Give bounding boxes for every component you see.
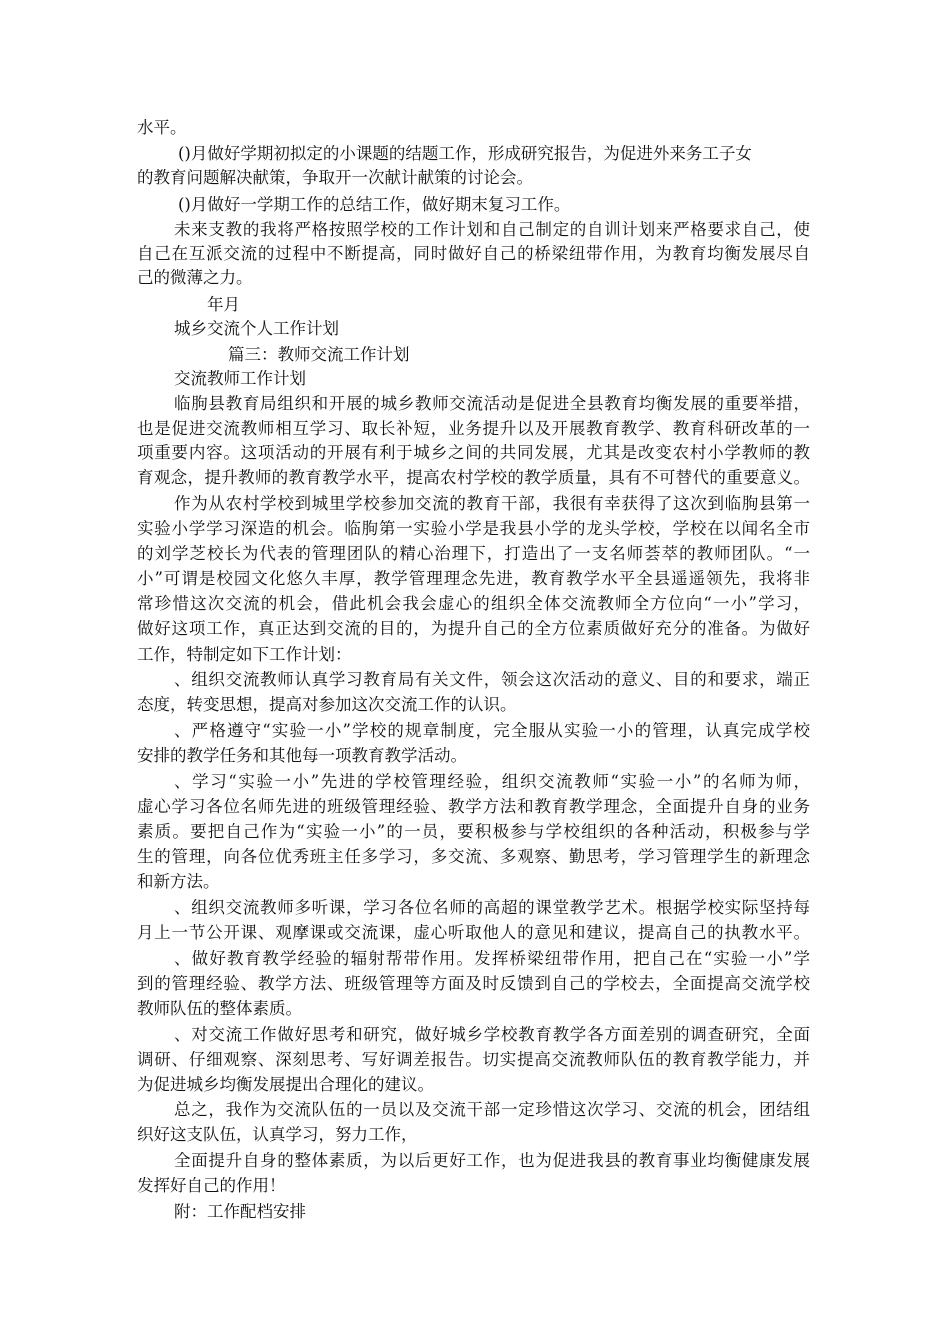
text-line: 到的管理经验、教学方法、班级管理等方面及时反馈到自己的学校去，全面提高交流学校 <box>137 974 810 993</box>
text-line: ()月做好学期初拟定的小课题的结题工作，形成研究报告，为促进外来务工子女 <box>178 144 752 163</box>
text-line: 、组织交流教师多听课，学习各位名师的高超的课堂教学艺术。根据学校实际坚持每 <box>174 898 810 917</box>
text-line: 做好这项工作，真正达到交流的目的，为提升自己的全方位素质做好充分的准备。为做好 <box>137 619 810 638</box>
text-line: 年月 <box>207 295 240 314</box>
text-line: 水平。 <box>137 118 187 137</box>
text-line: 自己在互派交流的过程中不断提高，同时做好自己的桥梁纽带作用，为教育均衡发展尽自 <box>137 244 810 263</box>
text-line: 临朐县教育局组织和开展的城乡教师交流活动是促进全县教育均衡发展的重要举措， <box>174 394 810 413</box>
text-line: 育观念，提升教师的教育教学水平，提高农村学校的教学质量，具有不可替代的重要意义。 <box>137 468 810 487</box>
text-line: 织好这支队伍，认真学习，努力工作， <box>137 1125 418 1144</box>
text-line: 、对交流工作做好思考和研究，做好城乡学校教育教学各方面差别的调查研究，全面 <box>174 1025 810 1044</box>
text-line: 月上一节公开课、观摩课或交流课，虚心听取他人的意见和建议，提高自己的执教水平。 <box>137 923 810 942</box>
text-line: 交流教师工作计划 <box>174 369 306 388</box>
text-line: ()月做好一学期工作的总结工作，做好期末复习工作。 <box>178 195 571 214</box>
text-line: 篇三：教师交流工作计划 <box>228 345 410 364</box>
text-line: 和新方法。 <box>137 872 220 891</box>
text-line: 未来支教的我将严格按照学校的工作计划和自己制定的自训计划来严格要求自己，使 <box>174 220 810 239</box>
text-line: 素质。要把自己作为“实验一小”的一员，要积极参与学校组织的各种活动，积极参与学 <box>137 822 810 841</box>
text-line: 教师队伍的整体素质。 <box>137 999 302 1018</box>
text-line: 调研、仔细观察、深刻思考、写好调差报告。切实提高交流教师队伍的教育教学能力，并 <box>137 1050 810 1069</box>
text-line: 全面提升自身的整体素质，为以后更好工作，也为促进我县的教育事业均衡健康发展 <box>174 1151 810 1170</box>
text-line: 作为从农村学校到城里学校参加交流的教育干部，我很有幸获得了这次到临朐县第一 <box>174 494 810 513</box>
text-line: 常珍惜这次交流的机会，借此机会我会虚心的组织全体交流教师全方位向“一小”学习， <box>137 594 810 613</box>
text-line: 城乡交流个人工作计划 <box>174 319 339 338</box>
text-line: 为促进城乡均衡发展提出合理化的建议。 <box>137 1075 434 1094</box>
text-line: 、严格遵守“实验一小”学校的规章制度，完全服从实验一小的管理，认真完成学校 <box>174 721 810 740</box>
text-line: 、做好教育教学经验的辐射帮带作用。发挥桥梁纽带作用，把自己在“实验一小”学 <box>174 949 810 968</box>
text-line: 也是促进交流教师相互学习、取长补短，业务提升以及开展教育教学、教育科研改革的一 <box>137 419 810 438</box>
text-line: 虚心学习各位名师先进的班级管理经验、教学方法和教育教学理念，全面提升自身的业务 <box>137 797 810 816</box>
text-line: 项重要内容。这项活动的开展有利于城乡之间的共同发展，尤其是改变农村小学教师的教 <box>137 443 810 462</box>
text-line: 总之，我作为交流队伍的一员以及交流干部一定珍惜这次学习、交流的机会，团结组 <box>174 1100 810 1119</box>
text-line: 发挥好自己的作用！ <box>137 1176 286 1195</box>
text-line: 的刘学芝校长为代表的管理团队的精心治理下，打造出了一支名师荟萃的教师团队。“一 <box>137 544 810 563</box>
text-line: 态度，转变思想，提高对参加这次交流工作的认识。 <box>137 695 517 714</box>
text-line: 小”可谓是校园文化悠久丰厚，教学管理理念先进，教育教学水平全县遥遥领先，我将非 <box>137 569 810 588</box>
text-line: 工作，特制定如下工作计划： <box>137 645 352 664</box>
text-line: 、组织交流教师认真学习教育局有关文件，领会这次活动的意义、目的和要求，端正 <box>174 670 810 689</box>
text-line: 附：工作配档安排 <box>174 1202 306 1221</box>
text-line: 生的管理，向各位优秀班主任多学习，多交流、多观察、勤思考，学习管理学生的新理念 <box>137 847 810 866</box>
text-line: 己的微薄之力。 <box>137 268 253 287</box>
text-line: 实验小学学习深造的机会。临朐第一实验小学是我县小学的龙头学校，学校在以闻名全市 <box>137 519 810 538</box>
text-line: 安排的教学任务和其他每一项教育教学活动。 <box>137 746 467 765</box>
text-line: 的教育问题解决献策，争取开一次献计献策的讨论会。 <box>137 168 533 187</box>
text-line: 、学习“实验一小”先进的学校管理经验，组织交流教师“实验一小”的名师为师， <box>174 772 810 791</box>
